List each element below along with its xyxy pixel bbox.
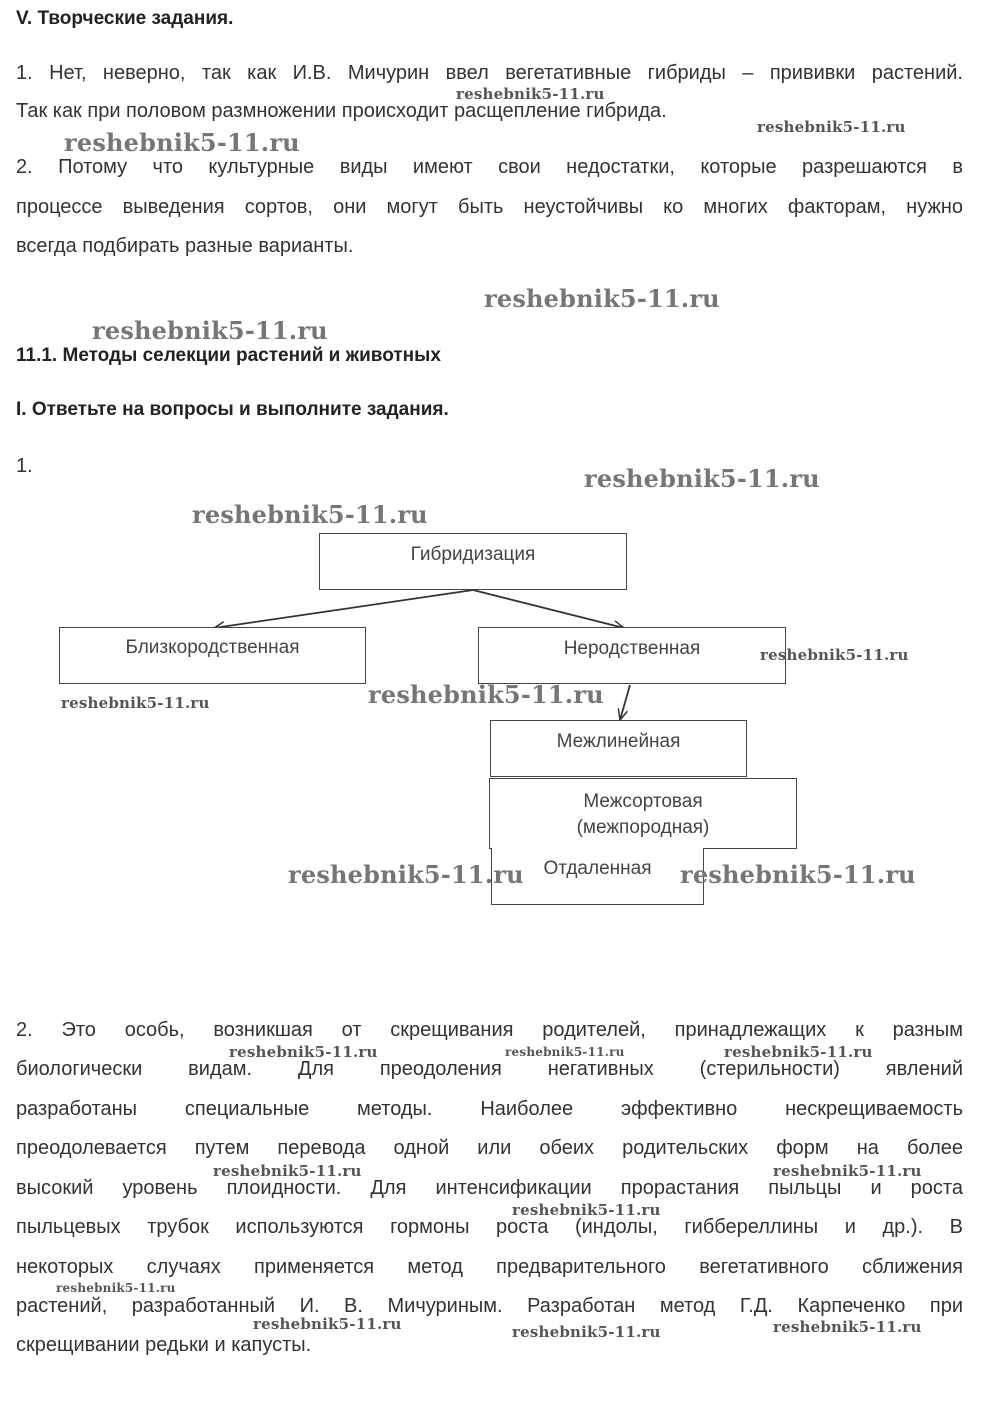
watermark: reshebnik5-11.ru xyxy=(724,1043,873,1061)
node-distant-label: Отдаленная xyxy=(543,858,652,879)
watermark: reshebnik5-11.ru xyxy=(192,500,428,529)
answer-2-para-line-1: 2. Это особь, возникшая от скрещивания родителей, принадлежащих к разным xyxy=(16,1019,963,1041)
answer-2-para-line-6: пыльцевых трубок используются гормоны роста (индолы, гиббереллины и др.). В xyxy=(16,1216,963,1238)
answer-2-para-line-8: растений, разработанный И. В. Мичуриным. Разработан метод Г.Д. Карпеченко при xyxy=(16,1295,963,1317)
node-hybridization-label: Гибридизация xyxy=(410,544,536,565)
watermark: reshebnik5-11.ru xyxy=(253,1315,402,1333)
watermark: reshebnik5-11.ru xyxy=(456,85,605,103)
arrow-to-close xyxy=(214,590,473,628)
watermark: reshebnik5-11.ru xyxy=(484,284,720,313)
watermark: reshebnik5-11.ru xyxy=(56,1281,176,1295)
watermark: reshebnik5-11.ru xyxy=(773,1318,922,1336)
node-intervarietal-label: Межсортовая xyxy=(583,791,703,812)
watermark: reshebnik5-11.ru xyxy=(505,1045,625,1059)
answer-2-para-line-5: высокий уровень плоидности. Для интенсификации прорастания пыльцы и роста xyxy=(16,1177,963,1199)
answer-2-line-3: всегда подбирать разные варианты. xyxy=(16,235,354,257)
answer-2-para-line-2: биологически видам. Для преодоления негативных (стерильности) явлений xyxy=(16,1058,963,1080)
answer-2-para-line-9: скрещивании редьки и капусты. xyxy=(16,1334,312,1356)
answer-2-line-2: процессе выведения сортов, они могут быть неустойчивы ко многих факторам, нужно xyxy=(16,196,963,218)
answer-2-para-line-3: разработаны специальные методы. Наиболее эффективно нескрещиваемость xyxy=(16,1098,963,1120)
watermark: reshebnik5-11.ru xyxy=(213,1162,362,1180)
section-v-title: V. Творческие задания. xyxy=(16,8,234,29)
item-1-number: 1. xyxy=(16,455,33,477)
node-unrelated-label: Неродственная xyxy=(563,638,701,659)
watermark: reshebnik5-11.ru xyxy=(760,646,909,664)
answer-1-line-1: 1. Нет, неверно, так как И.В. Мичурин ввел вегетативные гибриды – прививки растений. xyxy=(16,62,963,84)
watermark: reshebnik5-11.ru xyxy=(680,860,916,889)
answer-2-para-line-4: преодолевается путем перевода одной или обеих родительских форм на более xyxy=(16,1137,963,1159)
watermark: reshebnik5-11.ru xyxy=(61,694,210,712)
watermark: reshebnik5-11.ru xyxy=(64,128,300,157)
node-unrelated xyxy=(478,627,786,684)
arrow-to-unrelated xyxy=(473,590,624,628)
node-close-breeding xyxy=(59,627,366,684)
section-11-1-title: 11.1. Методы селекции растений и животных xyxy=(16,345,441,366)
watermark: reshebnik5-11.ru xyxy=(288,860,524,889)
node-intervarietal-sublabel: (межпородная) xyxy=(576,817,710,838)
answer-1-line-2: Так как при половом размножении происходит расщепление гибрида. xyxy=(16,100,667,122)
answer-2-line-1: 2. Потому что культурные виды имеют свои недостатки, которые разрешаются в xyxy=(16,156,963,178)
section-11-1-subtitle: I. Ответьте на вопросы и выполните задания. xyxy=(16,399,449,420)
node-close-breeding-label: Близкородственная xyxy=(125,637,300,658)
watermark: reshebnik5-11.ru xyxy=(757,118,906,136)
watermark: reshebnik5-11.ru xyxy=(368,680,604,709)
arrow-to-subtypes xyxy=(620,685,630,720)
watermark: reshebnik5-11.ru xyxy=(773,1162,922,1180)
watermark: reshebnik5-11.ru xyxy=(92,316,328,345)
node-interline xyxy=(490,720,747,777)
answer-2-para-line-7: некоторых случаях применяется метод предварительного вегетативного сближения xyxy=(16,1256,963,1278)
node-hybridization xyxy=(319,533,627,590)
watermark: reshebnik5-11.ru xyxy=(512,1323,661,1341)
watermark: reshebnik5-11.ru xyxy=(229,1043,378,1061)
watermark: reshebnik5-11.ru xyxy=(512,1201,661,1219)
node-interline-label: Межлинейная xyxy=(556,731,681,752)
watermark: reshebnik5-11.ru xyxy=(584,464,820,493)
node-intervarietal xyxy=(489,778,797,849)
